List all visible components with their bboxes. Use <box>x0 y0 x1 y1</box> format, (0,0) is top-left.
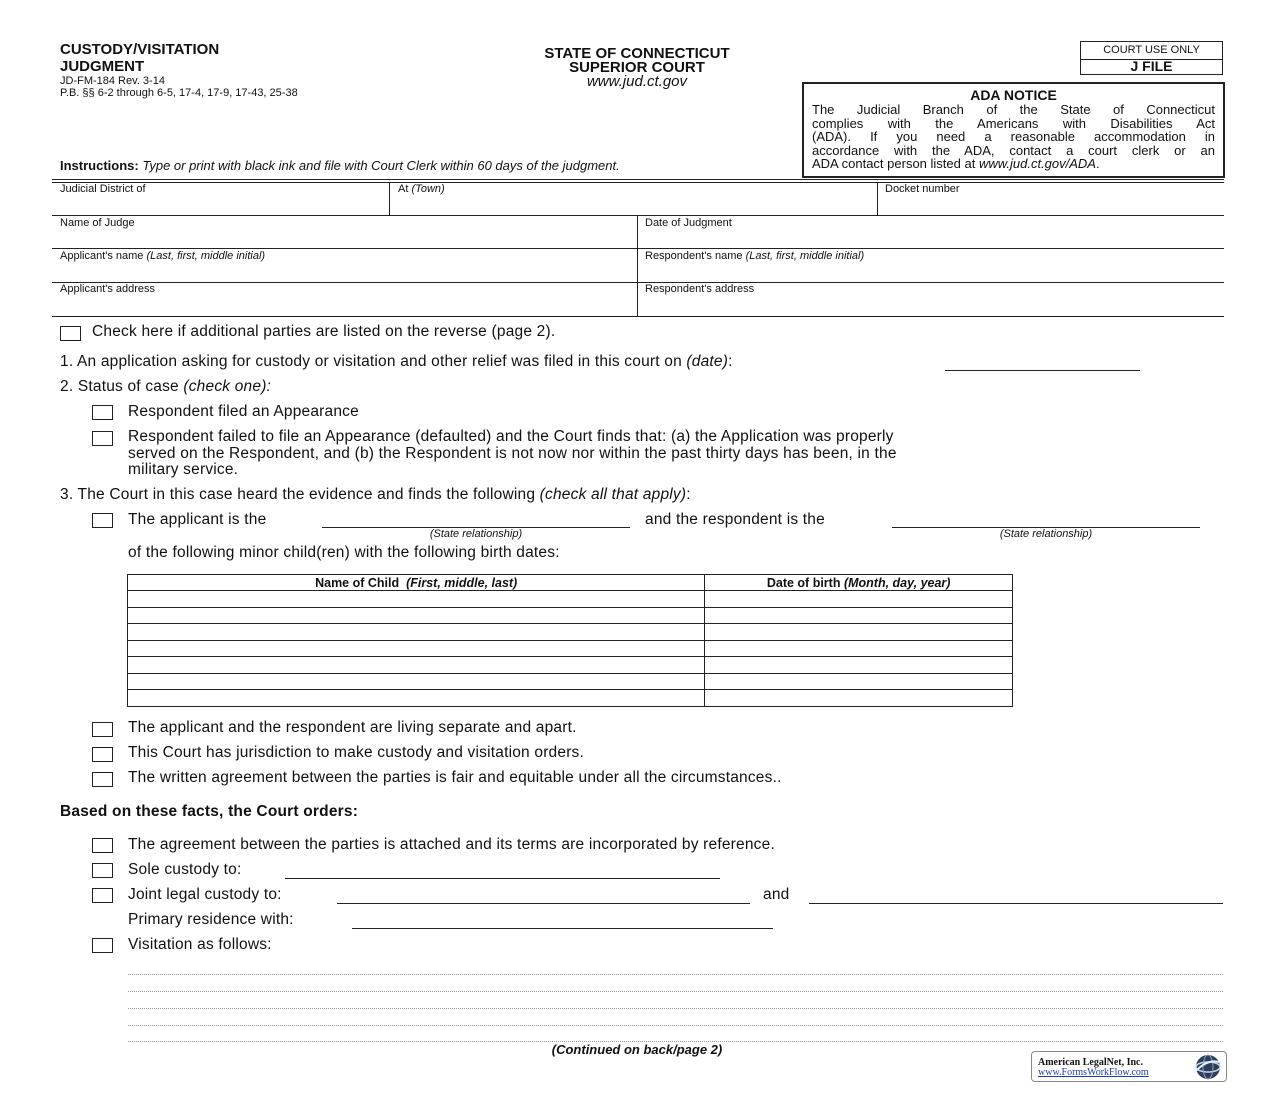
item-2: 2. Status of case (check one): <box>60 378 272 395</box>
defaulted-checkbox[interactable] <box>92 431 113 446</box>
ada-link[interactable]: www.jud.ct.gov/ADA <box>978 156 1096 171</box>
respondent-is-text: and the respondent is the <box>645 511 825 528</box>
visitation-line[interactable] <box>128 1025 1223 1026</box>
child-name-cell[interactable] <box>128 690 705 707</box>
jurisdiction-checkbox[interactable] <box>92 747 113 762</box>
visitation-line[interactable] <box>128 1008 1223 1009</box>
child-dob-cell[interactable] <box>705 657 1013 674</box>
court-state: STATE OF CONNECTICUT <box>544 45 730 62</box>
table-row <box>128 673 1013 690</box>
town-field[interactable]: At (Town) <box>398 183 445 195</box>
child-name-header: Name of Child (First, middle, last) <box>128 575 705 591</box>
agreement-fair-text: The written agreement between the parties is fair and equitable under all the circumstances.. <box>128 769 782 786</box>
separate-checkbox[interactable] <box>92 722 113 737</box>
visitation-checkbox[interactable] <box>92 938 113 953</box>
separate-text: The applicant and the respondent are living separate and apart. <box>128 719 577 736</box>
docket-number-field[interactable]: Docket number <box>885 183 960 195</box>
joint-custody-text: Joint legal custody to: <box>128 886 282 903</box>
child-name-cell[interactable] <box>128 624 705 641</box>
filing-date-input[interactable] <box>945 370 1140 371</box>
sole-custody-text: Sole custody to: <box>128 861 242 878</box>
appearance-filed-checkbox[interactable] <box>92 405 113 420</box>
sole-custody-input[interactable] <box>285 878 720 879</box>
joint-custody-checkbox[interactable] <box>92 888 113 903</box>
court-use-only: COURT USE ONLY <box>1080 41 1223 60</box>
agreement-attached-checkbox[interactable] <box>92 838 113 853</box>
appearance-filed-text: Respondent filed an Appearance <box>128 403 359 420</box>
state-relationship-hint: (State relationship) <box>429 528 523 540</box>
statutes: P.B. §§ 6-2 through 6-5, 17-4, 17-9, 17-43, 25-38 <box>60 87 298 99</box>
child-dob-cell[interactable] <box>705 673 1013 690</box>
defaulted-text: Respondent failed to file an Appearance (defaulted) and the Court finds that: (a) the Application was properly served on the Respondent, and (b) the Respondent is not now nor within the past thirty days has been, in the military service. <box>128 428 897 478</box>
globe-icon <box>1190 1053 1224 1080</box>
ada-line-last: ADA contact person listed at www.jud.ct.gov/ADA. <box>812 156 1100 171</box>
child-name-cell[interactable] <box>128 591 705 608</box>
ada-line: complies with the Americans with Disabilities Act <box>812 115 1215 131</box>
court-name: SUPERIOR COURT <box>569 59 705 76</box>
child-dob-cell[interactable] <box>705 690 1013 707</box>
child-dob-cell[interactable] <box>705 607 1013 624</box>
visitation-line[interactable] <box>128 974 1223 975</box>
respondent-name-field[interactable]: Respondent's name (Last, first, middle initial) <box>645 250 865 262</box>
applicant-name-field[interactable]: Applicant's name (Last, first, middle initial) <box>60 250 266 262</box>
agreement-fair-checkbox[interactable] <box>92 772 113 787</box>
ada-line: (ADA). If you need a reasonable accommodation in <box>812 129 1215 144</box>
joint-custody-input-1[interactable] <box>337 903 750 904</box>
jurisdiction-text: This Court has jurisdiction to make custody and visitation orders. <box>128 744 585 761</box>
child-dob-header: Date of birth (Month, day, year) <box>705 575 1013 591</box>
respondent-address-field[interactable]: Respondent's address <box>645 283 755 295</box>
child-name-cell[interactable] <box>128 657 705 674</box>
judge-name-field[interactable]: Name of Judge <box>60 217 135 229</box>
visitation-line[interactable] <box>128 991 1223 992</box>
judgment-date-field[interactable]: Date of Judgment <box>645 217 732 229</box>
logo-name: American LegalNet, Inc. <box>1038 1057 1143 1068</box>
child-dob-cell[interactable] <box>705 624 1013 641</box>
table-row <box>128 591 1013 608</box>
ada-line: accordance with the ADA, contact a court clerk or an <box>812 142 1215 158</box>
court-website[interactable]: www.jud.ct.gov <box>586 73 688 90</box>
sole-custody-checkbox[interactable] <box>92 863 113 878</box>
agreement-attached-text: The agreement between the parties is attached and its terms are incorporated by reference. <box>128 836 775 853</box>
primary-residence-input[interactable] <box>352 928 773 929</box>
ada-notice <box>802 82 1225 178</box>
relationship-checkbox[interactable] <box>92 513 113 528</box>
child-name-cell[interactable] <box>128 640 705 657</box>
additional-parties-text: Check here if additional parties are listed on the reverse (page 2). <box>92 323 556 340</box>
primary-residence-text: Primary residence with: <box>128 911 294 928</box>
state-relationship-hint: (State relationship) <box>999 528 1093 540</box>
children-table <box>127 574 1013 707</box>
legalnet-logo[interactable] <box>1031 1051 1227 1082</box>
instructions: Instructions: Type or print with black ink and file with Court Clerk within 60 days of the judgment. <box>60 158 620 173</box>
ada-title: ADA NOTICE <box>970 87 1057 103</box>
item-3: 3. The Court in this case heard the evidence and finds the following (check all that apply): <box>60 486 691 503</box>
child-dob-cell[interactable] <box>705 591 1013 608</box>
continued-note: (Continued on back/page 2) <box>551 1042 723 1057</box>
applicant-address-field[interactable]: Applicant's address <box>60 283 156 295</box>
child-name-cell[interactable] <box>128 673 705 690</box>
table-row <box>128 624 1013 641</box>
applicant-is-text: The applicant is the <box>128 511 267 528</box>
judicial-district-field[interactable]: Judicial District of <box>60 183 146 195</box>
visitation-text: Visitation as follows: <box>128 936 272 953</box>
table-row <box>128 607 1013 624</box>
additional-parties-checkbox[interactable] <box>60 326 81 341</box>
table-row <box>128 657 1013 674</box>
file-type: J FILE <box>1080 58 1223 75</box>
table-row <box>128 690 1013 707</box>
orders-heading: Based on these facts, the Court orders: <box>60 803 359 820</box>
logo-url[interactable]: www.FormsWorkFlow.com <box>1038 1067 1149 1078</box>
form-title-line1: CUSTODY/VISITATION <box>60 41 220 58</box>
joint-custody-input-2[interactable] <box>809 903 1223 904</box>
children-line: of the following minor child(ren) with the following birth dates: <box>128 544 560 561</box>
form-number: JD-FM-184 Rev. 3-14 <box>60 75 165 87</box>
item-1: 1. An application asking for custody or visitation and other relief was filed in this court on (date): <box>60 353 733 370</box>
and-text: and <box>763 886 790 903</box>
form-title-line2: JUDGMENT <box>60 58 145 75</box>
child-name-cell[interactable] <box>128 607 705 624</box>
table-row <box>128 640 1013 657</box>
ada-line: The Judicial Branch of the State of Connecticut <box>812 102 1215 117</box>
child-dob-cell[interactable] <box>705 640 1013 657</box>
